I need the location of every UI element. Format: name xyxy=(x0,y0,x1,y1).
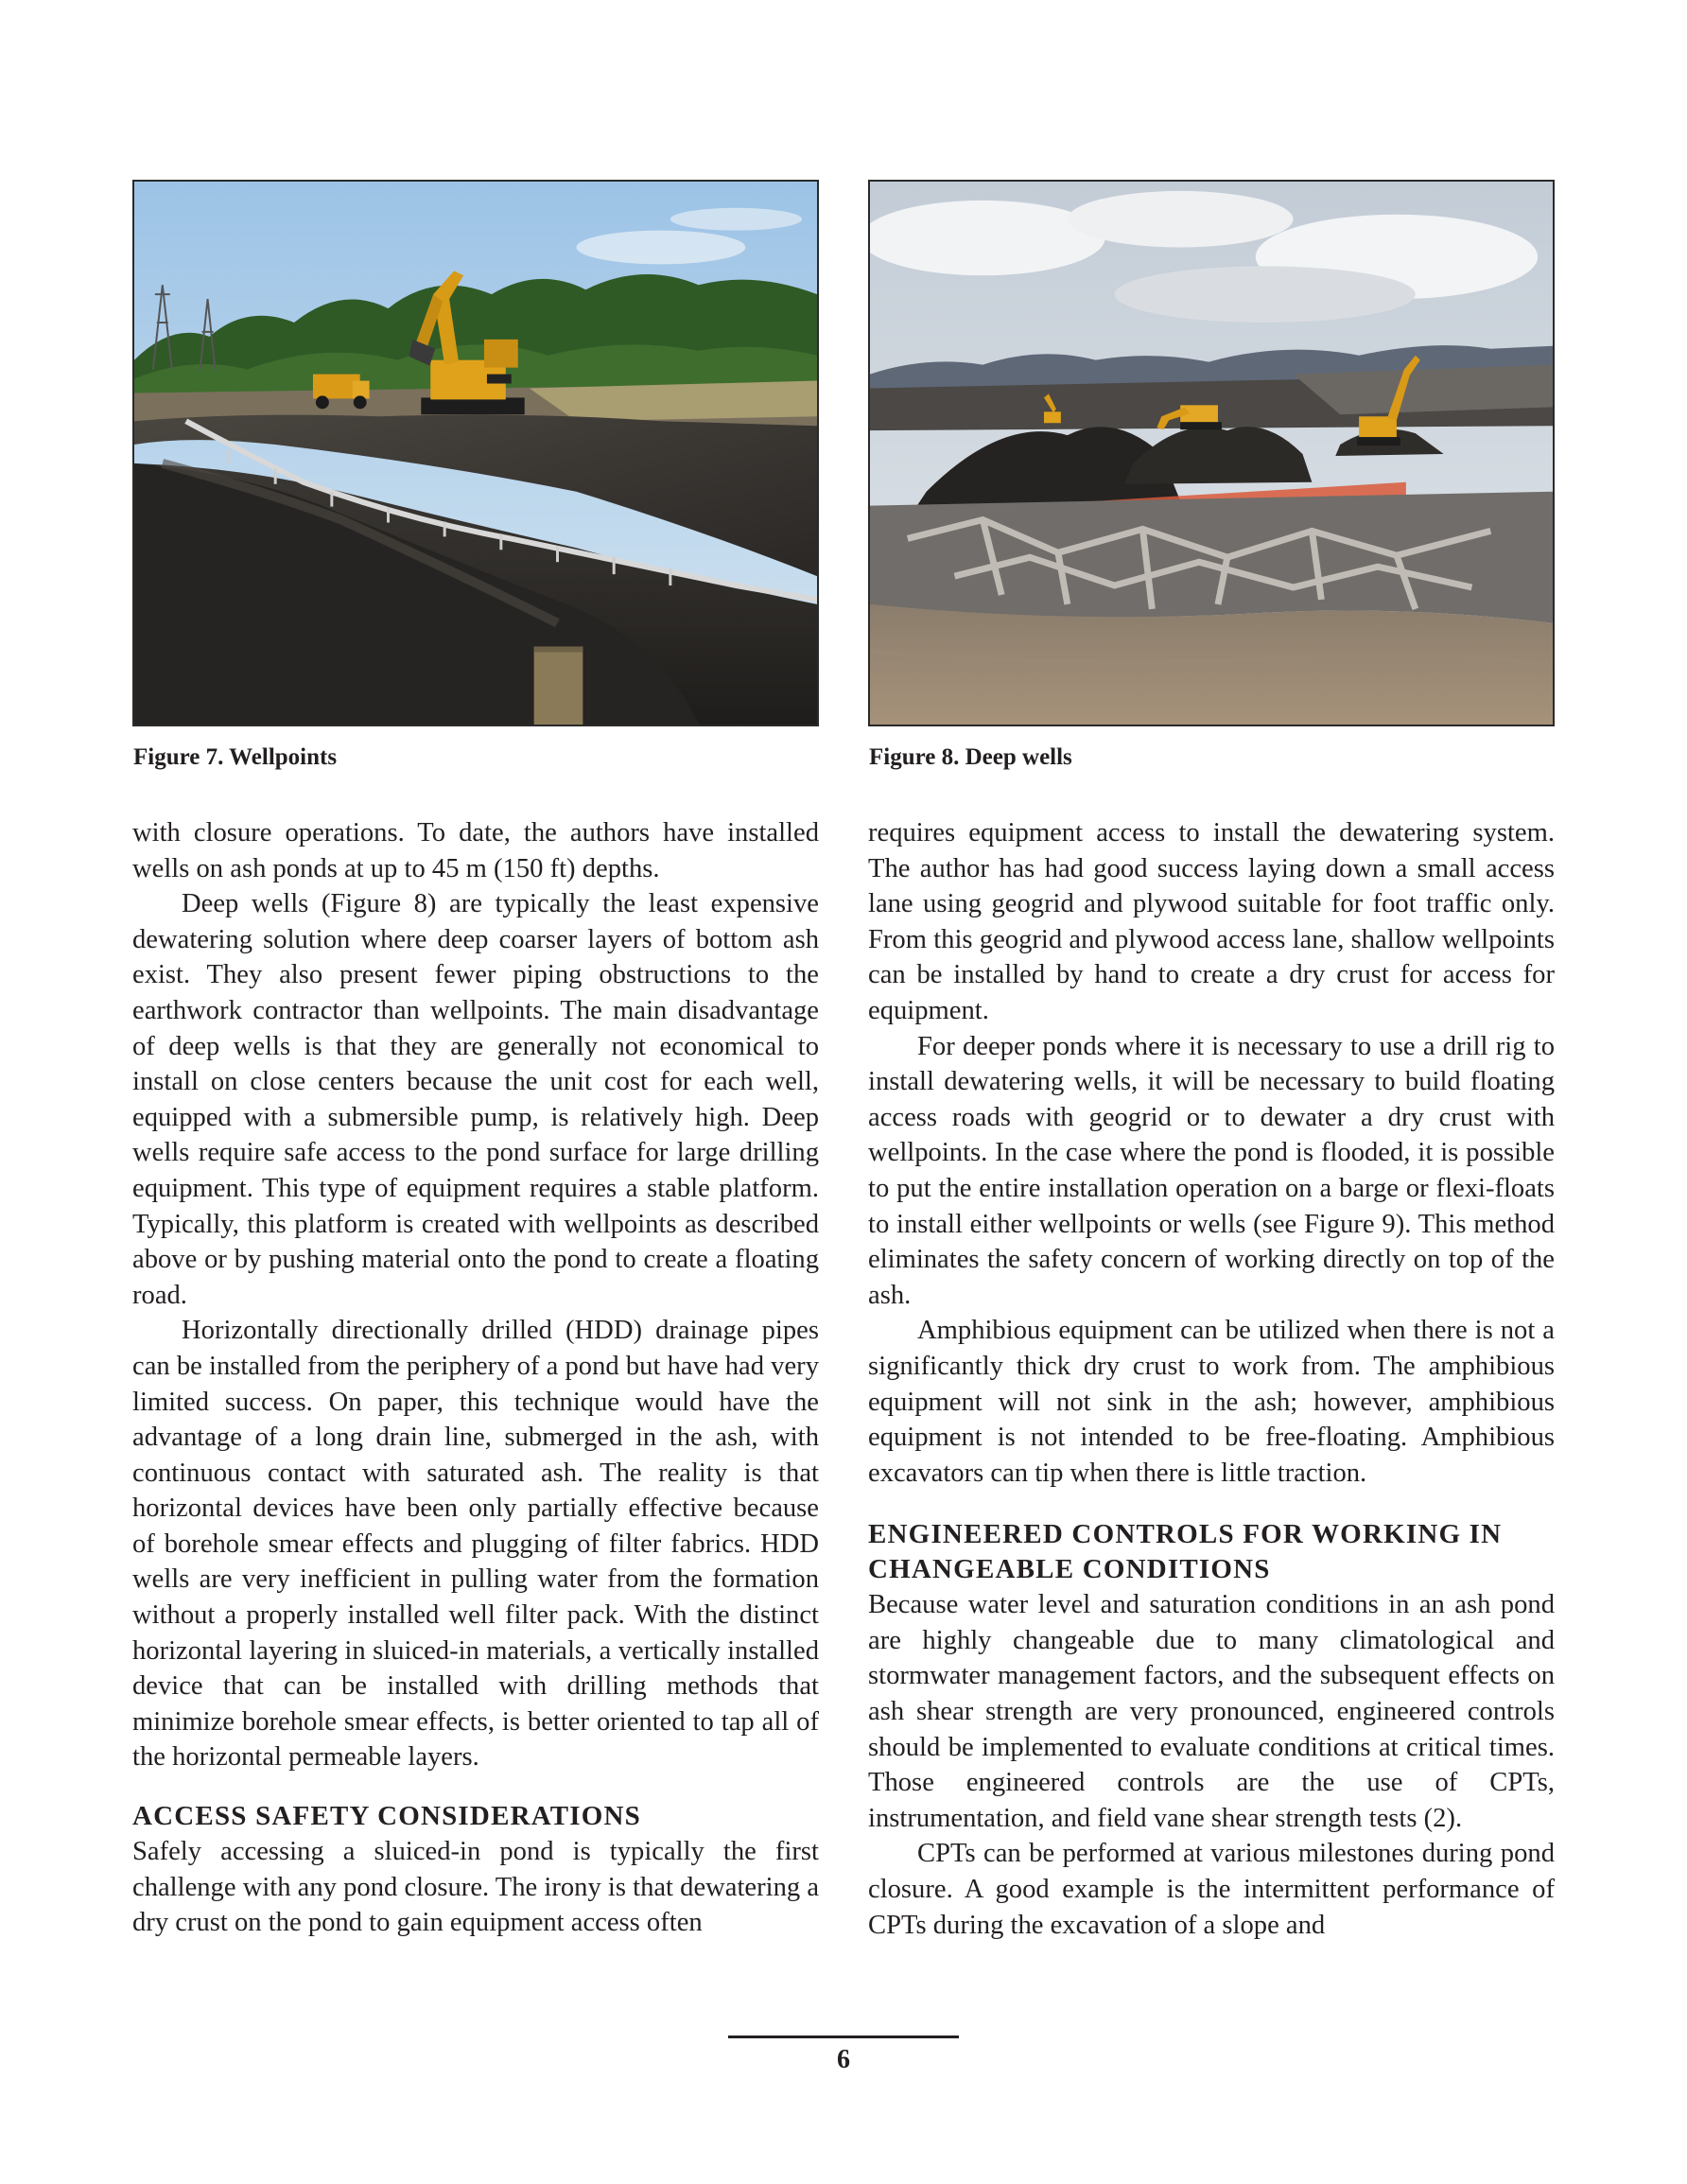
paragraph: requires equipment access to install the dewatering system. The author has had good success laying down a small access lane using geogrid and plywood suitable for foot traffic only. From this geogrid and plywood access lane, shallow wellpoints can be installed by hand to create a dry crust for access for equipment. xyxy=(868,818,1555,1025)
excavator-wellpoint-trench-photo xyxy=(134,182,817,725)
figure-8-caption: Figure 8. Deep wells xyxy=(869,744,1072,770)
paragraph: CPTs can be performed at various milestones during pond closure. A good example is the intermittent performance of CPTs during the excavation of a slope and xyxy=(868,1839,1555,1940)
ash-pond-excavators-photo xyxy=(870,182,1553,725)
page-number: 6 xyxy=(837,2045,850,2074)
section-heading: ACCESS SAFETY CONSIDERATIONS xyxy=(132,1801,641,1832)
paragraph: Horizontally directionally drilled (HDD) drainage pipes can be installed from the periphery of a pond but have had very limited success. On paper, this technique would have the advantage of a long drain line, submerged in the ash, with continuous contact with saturated ash. The reality is that horizontal devices have been only partially effective because of borehole smear effects and plugging of filter fabrics. HDD wells are very inefficient in pulling water from the formation without a properly installed well filter pack. With the distinct horizontal layering in sluiced-in materials, a vertically installed device that can be installed with drilling methods that minimize borehole smear effects, is better oriented to tap all of the horizontal permeable layers. xyxy=(132,1316,819,1773)
paragraph: Because water level and saturation conditions in an ash pond are highly changeable due to many climatological and stormwater management factors, and the subsequent effects on ash shear strength are very pronounced, engineered controls should be implemented to evaluate conditions at critical times. Those engineered controls are the use of CPTs, instrumentation, and field vane shear strength tests (2). xyxy=(868,1590,1555,1833)
paragraph: For deeper ponds where it is necessary to use a drill rig to install dewatering wells, it will be necessary to build floating access roads with geogrid or to dewater a dry crust with wellpoints. In the case where the pond is flooded, it is possible to put the entire installation operation on a barge or flexi-floats to install either wellpoints or wells (see Figure 9). This method eliminates the safety concern of working directly on top of the ash. xyxy=(868,1031,1555,1310)
paragraph: with closure operations. To date, the authors have installed wells on ash ponds at up to 45 m (150 ft) depths. xyxy=(132,818,819,883)
figure-7-caption: Figure 7. Wellpoints xyxy=(133,744,338,770)
paragraph: Amphibious equipment can be utilized when there is not a significantly thick dry crust to work from. The amphibious equipment will not sink in the ash; however, amphibious equipment is not intended to be free-floating. Amphibious excavators can tip when there is little traction. xyxy=(868,1316,1555,1488)
section-heading: ENGINEERED CONTROLS FOR WORKING IN CHANGEABLE CONDITIONS xyxy=(868,1519,1503,1585)
paragraph: Safely accessing a sluiced-in pond is typically the first challenge with any pond closure. The irony is that dewatering a dry crust on the pond to gain equipment access often xyxy=(132,1837,820,1938)
right-column xyxy=(868,815,1555,1943)
paragraph: Deep wells (Figure 8) are typically the least expensive dewatering solution where deep coarser layers of bottom ash exist. They also present fewer piping obstructions to the earthwork contractor than wellpoints. The main disadvantage of deep wells is that they are generally not economical to install on close centers because the unit cost for each well, equipped with a submersible pump, is relatively high. Deep wells require safe access to the pond surface for large drilling equipment. This type of equipment requires a stable platform. Typically, this platform is created with wellpoints as described above or by pushing material onto the pond to create a floating road. xyxy=(132,889,819,1310)
figure-8-image xyxy=(868,180,1555,726)
footer-rule xyxy=(728,2035,959,2038)
left-column xyxy=(132,815,819,1941)
figure-7-image xyxy=(132,180,819,726)
